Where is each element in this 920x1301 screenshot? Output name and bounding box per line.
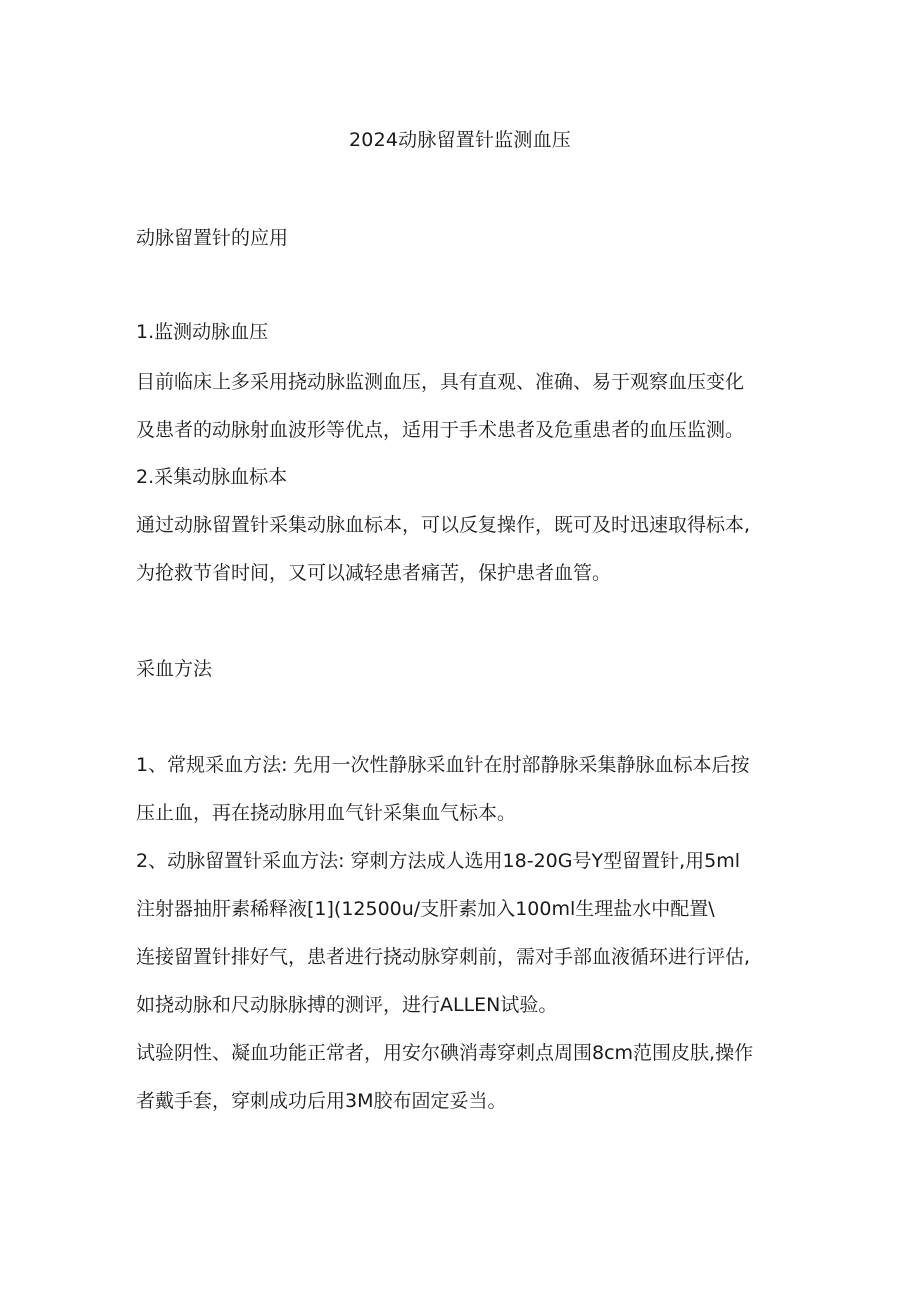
paragraph-line: 如挠动脉和尺动脉脉搏的测评，进行ALLEN试验。 (136, 994, 558, 1016)
paragraph-line: 通过动脉留置针采集动脉血标本，可以反复操作，既可及时迅速取得标本, (136, 514, 751, 536)
paragraph-line: 试验阴性、凝血功能正常者，用安尔碘消毒穿刺点周围8cm范围皮肤,操作 (136, 1042, 754, 1064)
paragraph-line: 连接留置针排好气，患者进行挠动脉穿刺前，需对手部血液循环进行评估, (136, 946, 751, 968)
paragraph-line: 及患者的动脉射血波形等优点，适用于手术患者及危重患者的血压监测。 (136, 419, 745, 441)
section-heading-sampling-method: 采血方法 (136, 658, 213, 680)
paragraph-line: 者戴手套，穿刺成功后用3M胶布固定妥当。 (136, 1090, 507, 1112)
paragraph-line: 注射器抽肝素稀释液[1](12500u/支肝素加入100ml生理盐水中配置\ (136, 898, 715, 920)
document-title: 2024动脉留置针监测血压 (349, 129, 571, 151)
paragraph-line: 1、常规采血方法: 先用一次性静脉采血针在肘部静脉采集静脉血标本后按 (136, 754, 750, 776)
item-heading-monitor-bp: 1.监测动脉血压 (136, 321, 269, 343)
paragraph-line: 目前临床上多采用挠动脉监测血压，具有直观、准确、易于观察血压变化 (136, 371, 745, 393)
item-heading-collect-sample: 2.采集动脉血标本 (136, 466, 288, 488)
section-heading-application: 动脉留置针的应用 (136, 227, 289, 249)
paragraph-line: 压止血，再在挠动脉用血气针采集血气标本。 (136, 802, 517, 824)
paragraph-line: 为抢救节省时间，又可以减轻患者痛苦，保护患者血管。 (136, 562, 612, 584)
paragraph-line: 2、动脉留置针采血方法: 穿刺方法成人选用18-20G号Y型留置针,用5ml (136, 850, 740, 872)
